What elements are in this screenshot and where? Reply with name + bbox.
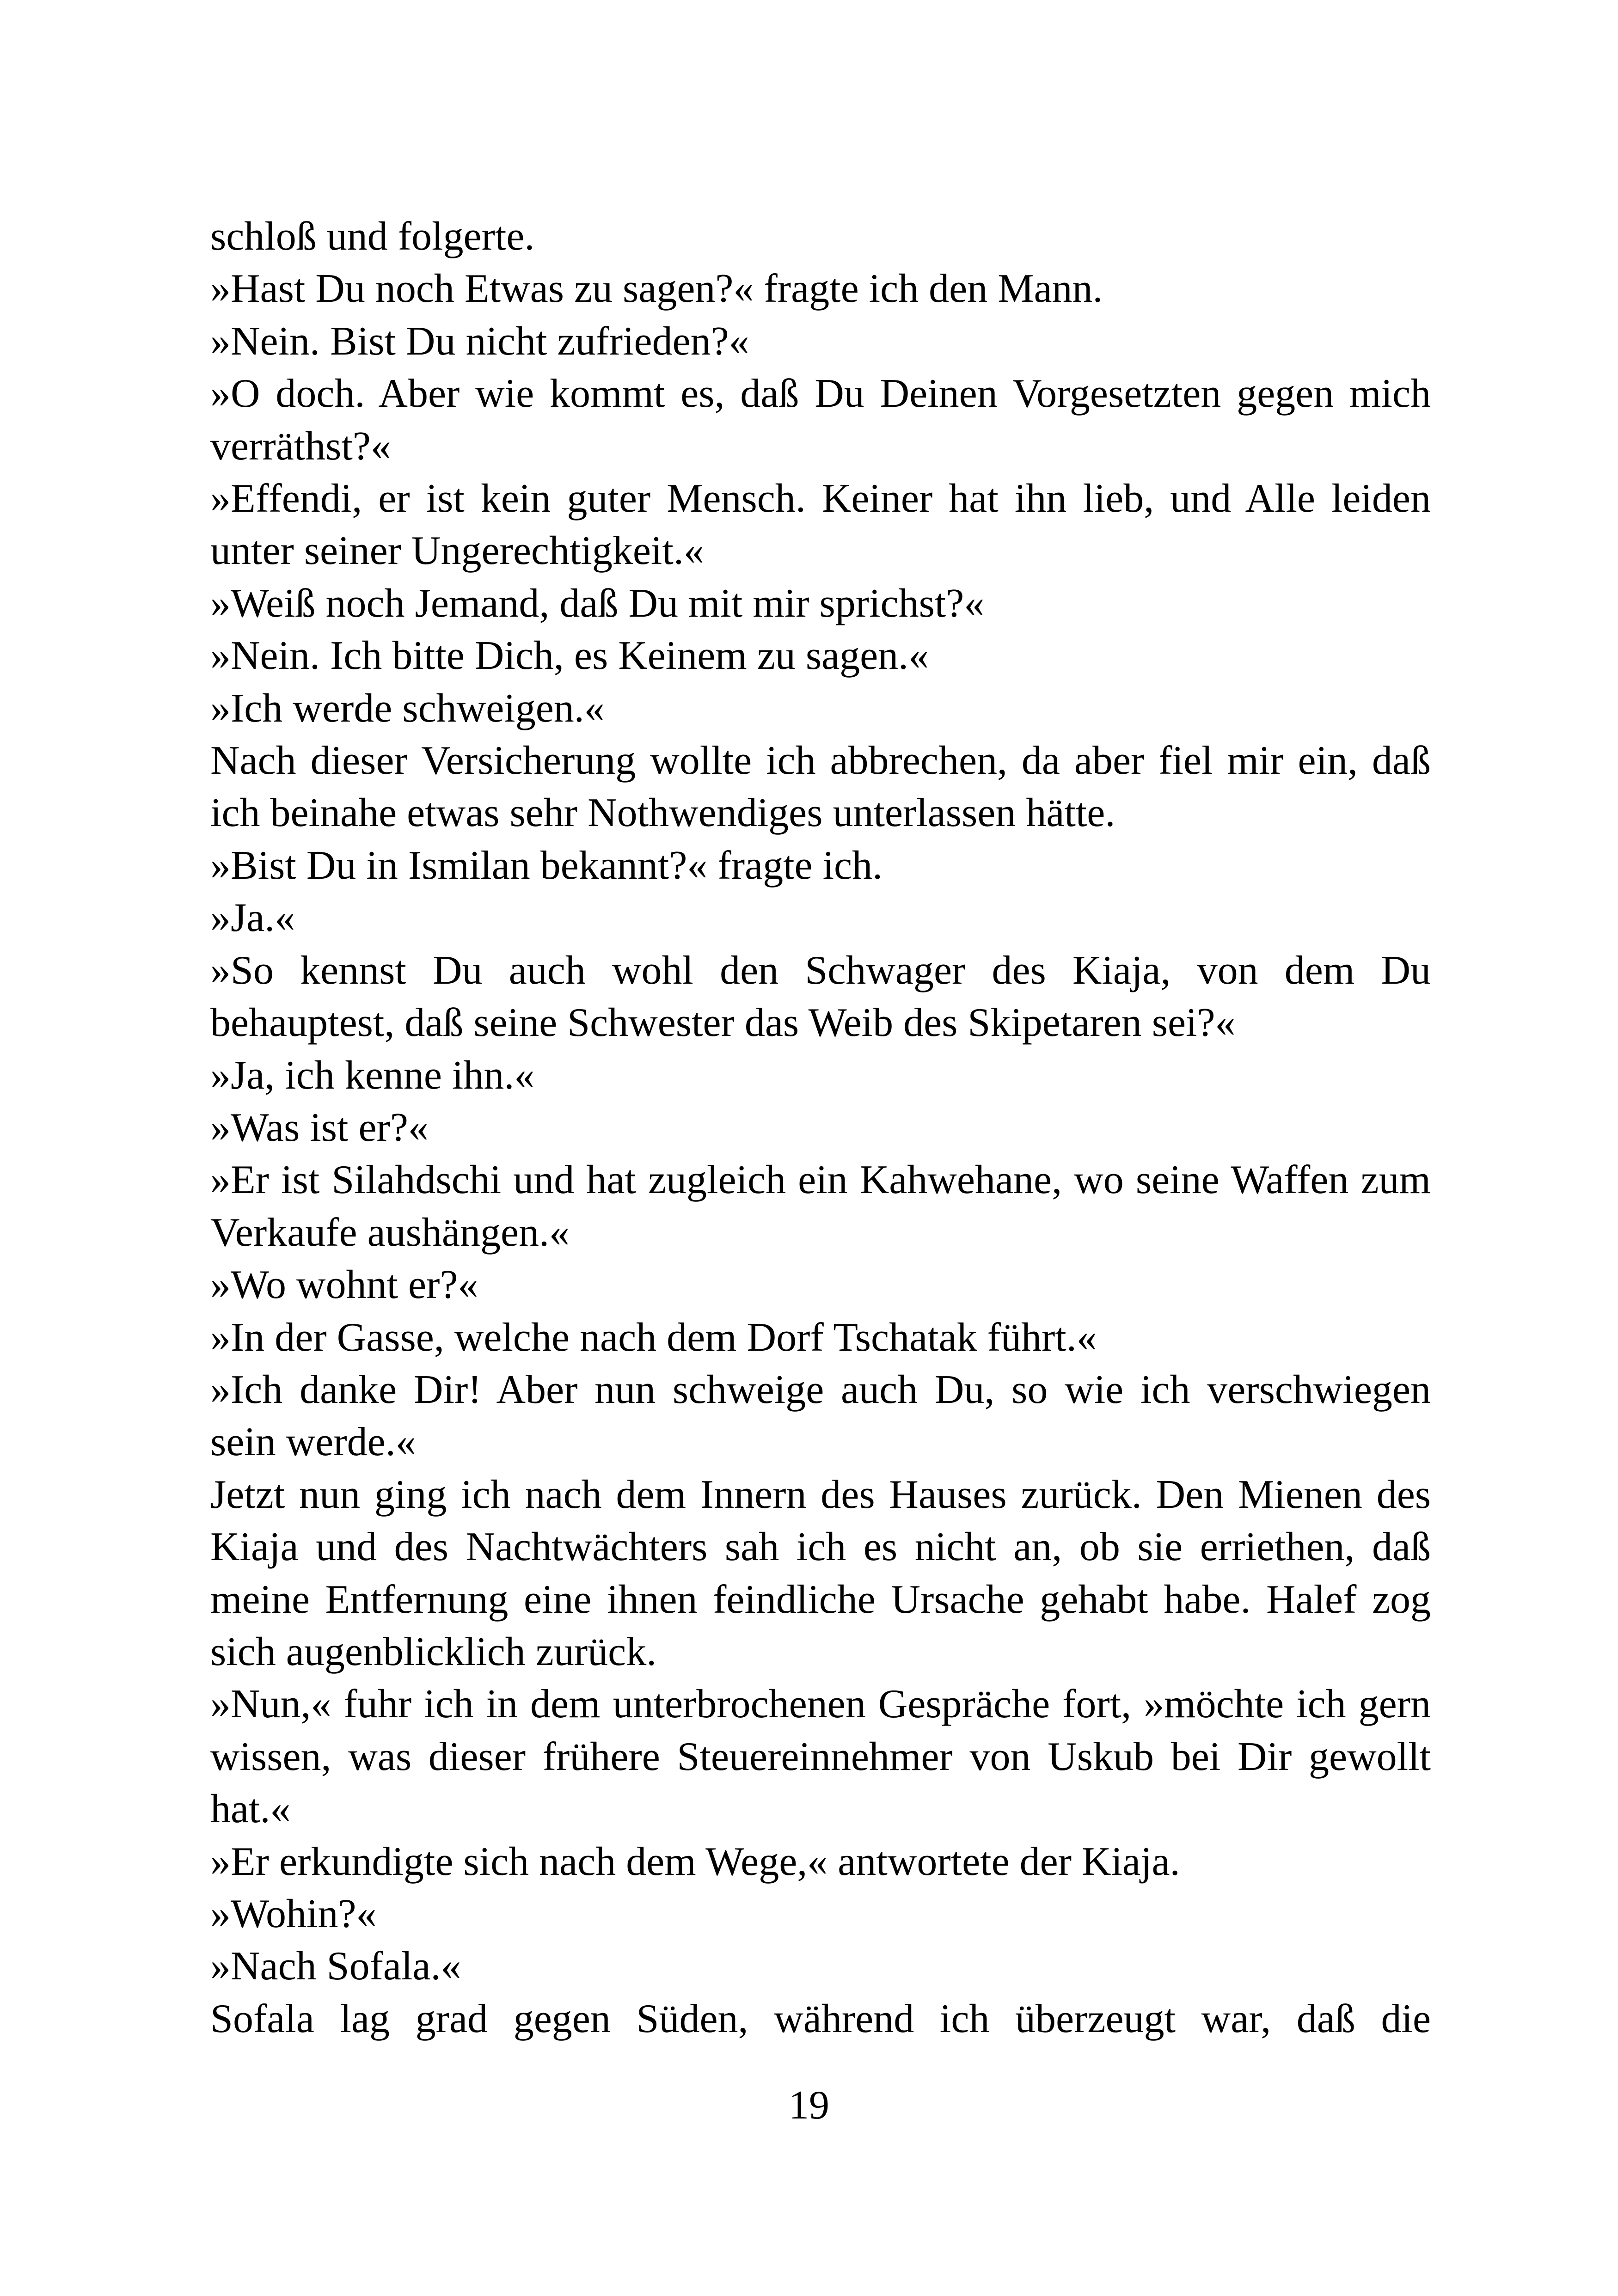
paragraph: »Effendi, er ist kein guter Mensch. Keiner hat ihn lieb, und Alle leiden unter seiner Ungerechtigkeit.«	[210, 476, 1431, 574]
paragraph: Nach dieser Versicherung wollte ich abbrechen, da aber fiel mir ein, daß ich beinahe etwas sehr Nothwendiges unterlassen hätte.	[210, 738, 1431, 836]
paragraph: »Bist Du in Ismilan bekannt?« fragte ich.	[210, 843, 883, 888]
paragraph: »Ich werde schweigen.«	[210, 686, 605, 731]
paragraph: »Nein. Ich bitte Dich, es Keinem zu sagen.«	[210, 633, 929, 679]
paragraph: »Nach Sofala.«	[210, 1944, 461, 1989]
paragraph: Jetzt nun ging ich nach dem Innern des Hauses zurück. Den Mienen des Kiaja und des Nachtwächters sah ich es nicht an, ob sie erriethen, daß meine Entfernung eine ihnen feindliche Ursache gehabt habe. Halef zog sich augenblicklich zurück.	[210, 1472, 1431, 1674]
paragraph: schloß und folgerte.	[210, 214, 535, 259]
paragraph: »In der Gasse, welche nach dem Dorf Tschatak führt.«	[210, 1315, 1097, 1360]
paragraph: »Weiß noch Jemand, daß Du mit mir sprichst?«	[210, 581, 985, 626]
paragraph: Sofala lag grad gegen Süden, während ich überzeugt war, daß die	[210, 1996, 1431, 2041]
paragraph: »Nein. Bist Du nicht zufrieden?«	[210, 318, 749, 364]
paragraph: »Ja, ich kenne ihn.«	[210, 1053, 535, 1098]
paragraph: »Wo wohnt er?«	[210, 1262, 478, 1308]
body-text	[210, 210, 1431, 2045]
paragraph: »Er ist Silahdschi und hat zugleich ein Kahwehane, wo seine Waffen zum Verkaufe aushängen.«	[210, 1157, 1431, 1255]
paragraph: »Ich danke Dir! Aber nun schweige auch Du, so wie ich verschwiegen sein werde.«	[210, 1367, 1431, 1465]
paragraph: »Wohin?«	[210, 1892, 377, 1936]
paragraph: »Hast Du noch Etwas zu sagen?« fragte ich den Mann.	[210, 266, 1103, 312]
paragraph: »Was ist er?«	[210, 1105, 429, 1150]
paragraph: »Ja.«	[210, 895, 295, 941]
paragraph: »So kennst Du auch wohl den Schwager des Kiaja, von dem Du behauptest, daß seine Schwester das Weib des Skipetaren sei?«	[210, 948, 1431, 1046]
paragraph: »Nun,« fuhr ich in dem unterbrochenen Gespräche fort, »möchte ich gern wissen, was dieser frühere Steuereinnehmer von Uskub bei Dir gewollt hat.«	[210, 1682, 1431, 1832]
paragraph: »Er erkundigte sich nach dem Wege,« antwortete der Kiaja.	[210, 1839, 1180, 1884]
paragraph: »O doch. Aber wie kommt es, daß Du Deinen Vorgesetzten gegen mich verräthst?«	[210, 371, 1431, 469]
page-number: 19	[789, 2083, 829, 2128]
